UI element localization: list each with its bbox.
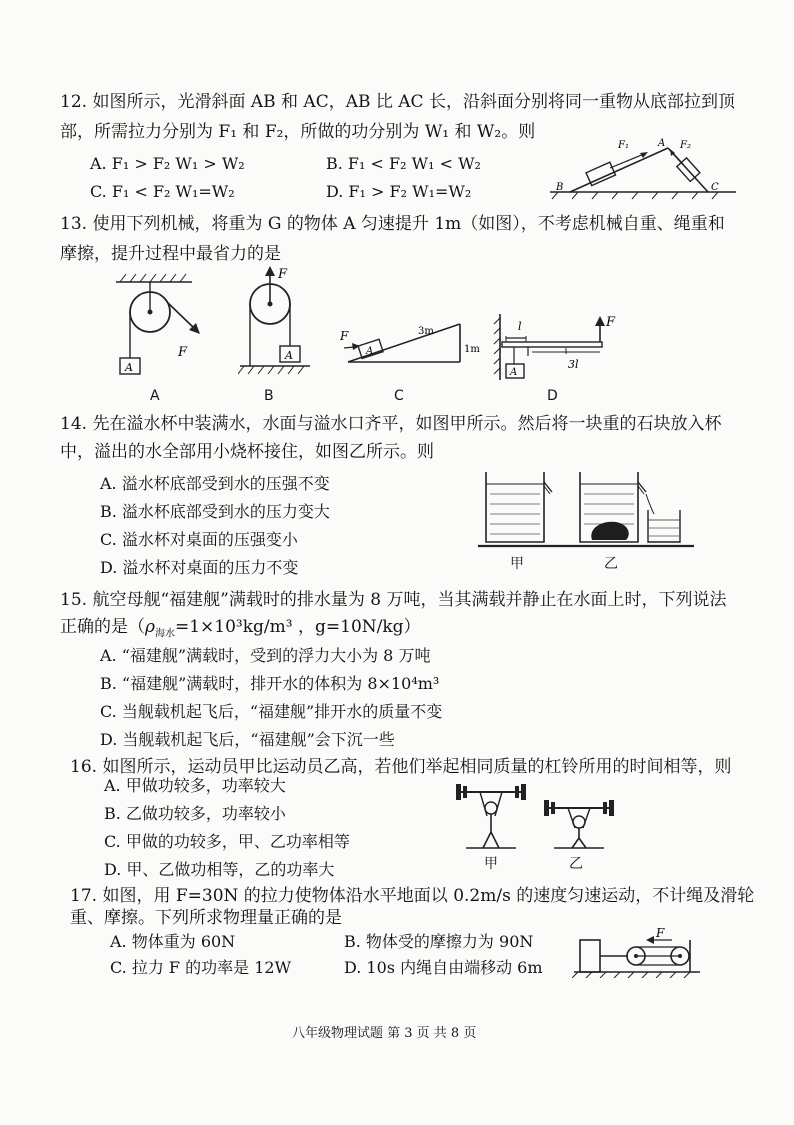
- q16-stem-line1: 16. 如图所示，运动员甲比运动员乙高，若他们举起相同质量的杠铃所用的时间相等，则: [70, 757, 732, 777]
- q15-stem-line2: [60, 617, 421, 644]
- q13-caption-a: A: [150, 388, 160, 404]
- q12-stem-line1: 12. 如图所示，光滑斜面 AB 和 AC，AB 比 AC 长，沿斜面分别将同一重物从底部拉到顶: [60, 92, 735, 112]
- q16-option-d: D. 甲、乙做功相等，乙的功率大: [104, 860, 335, 879]
- q12-label-a: A: [658, 138, 666, 149]
- q17-pulley-figure: [572, 928, 702, 978]
- q17-option-a: A. 物体重为 60N: [110, 932, 236, 951]
- q13c-length-label: 3m: [418, 326, 434, 337]
- q16-caption-yi: 乙: [569, 856, 583, 872]
- q15-option-b: B. “福建舰”满载时，排开水的体积为 8×10⁴m³: [100, 674, 440, 693]
- q17-option-d: D. 10s 内绳自由端移动 6m: [344, 958, 543, 977]
- q14-caption-jia: 甲: [510, 556, 524, 572]
- q12-option-c: C. F₁ < F₂ W₁=W₂: [90, 182, 235, 201]
- q15-rho-subscript: 海水: [155, 628, 175, 640]
- q15-option-d: D. 当舰载机起飞后，“福建舰”会下沉一些: [100, 730, 395, 749]
- q12-label-f2: F₂: [680, 140, 691, 151]
- q16-weightlifters-figure: [446, 778, 626, 854]
- q17-option-b: B. 物体受的摩擦力为 90N: [344, 932, 534, 951]
- q15-option-a: A. “福建舰”满载时，受到的浮力大小为 8 万吨: [100, 646, 431, 665]
- q13d-block-label: A: [510, 367, 518, 378]
- q14-option-d: D. 溢水杯对桌面的压力不变: [100, 558, 299, 577]
- q13-caption-c: C: [394, 388, 404, 404]
- q16-caption-jia: 甲: [484, 856, 498, 872]
- q13-caption-d: D: [547, 388, 558, 404]
- q14-option-a: A. 溢水杯底部受到水的压强不变: [100, 474, 330, 493]
- q13a-block-label: A: [125, 361, 133, 374]
- q13c-force-label: F: [340, 329, 349, 343]
- q14-option-c: C. 溢水杯对桌面的压强变小: [100, 530, 298, 549]
- q15-line2-prefix: 正确的是（: [60, 617, 145, 637]
- q17-stem-line2: 重、摩擦。下列所求物理量正确的是: [70, 908, 342, 928]
- q12-option-d: D. F₁ > F₂ W₁=W₂: [326, 182, 472, 201]
- q17-force-label: F: [656, 928, 665, 940]
- q14-overflow-cup-figure: [478, 466, 696, 550]
- q13d-3l-label: 3l: [568, 358, 579, 371]
- q12-incline-figure: [548, 134, 738, 204]
- q13-stem-line2: 摩擦，提升过程中最省力的是: [60, 244, 281, 264]
- q12-stem-line2: 部，所需拉力分别为 F₁ 和 F₂，所做的功分别为 W₁ 和 W₂。则: [60, 122, 536, 142]
- q13d-force-label: F: [606, 315, 616, 330]
- q15-stem-line1: 15. 航空母舰“福建舰”满载时的排水量为 8 万吨，当其满载并静止在水面上时，下列说法: [60, 590, 727, 610]
- q12-label-c: C: [711, 182, 719, 193]
- q13b-force-label: F: [278, 267, 288, 282]
- q13-figure-a-fixed-pulley: [112, 270, 212, 382]
- q16-option-b: B. 乙做功较多，功率较小: [104, 804, 286, 823]
- q14-stem-line2: 中，溢出的水全部用小烧杯接住，如图乙所示。则: [60, 442, 434, 462]
- q16-option-a: A. 甲做功较多，功率较大: [104, 776, 286, 795]
- q13-stem-line1: 13. 使用下列机械，将重为 G 的物体 A 匀速提升 1m（如图），不考虑机械自重、绳重和: [60, 214, 725, 234]
- q13b-block-label: A: [285, 349, 293, 362]
- q12-label-b: B: [556, 182, 564, 193]
- q13-caption-b: B: [264, 388, 274, 404]
- q12-option-b: B. F₁ < F₂ W₁ < W₂: [326, 154, 481, 173]
- q17-option-c: C. 拉力 F 的功率是 12W: [110, 958, 292, 977]
- q15-line2-suffix: =1×10³kg/m³ ，g=10N/kg）: [175, 617, 421, 637]
- q14-stem-line1: 14. 先在溢水杯中装满水，水面与溢水口齐平，如图甲所示。然后将一块重的石块放入杯: [60, 414, 722, 434]
- q13a-force-label: F: [178, 345, 188, 360]
- q13c-height-label: 1m: [464, 344, 480, 355]
- q12-option-a: A. F₁ > F₂ W₁ > W₂: [90, 154, 245, 173]
- page-footer: 八年级物理试题 第 3 页 共 8 页: [292, 1026, 477, 1041]
- q13-figure-b-movable-pulley: [238, 262, 318, 386]
- q15-rho-symbol: ρ: [145, 617, 155, 637]
- q13c-block-label: A: [366, 346, 374, 357]
- q13-figure-c-incline: [340, 318, 490, 368]
- q13d-l-label: l: [518, 320, 522, 333]
- q16-option-c: C. 甲做的功较多，甲、乙功率相等: [104, 832, 350, 851]
- q17-stem-line1: 17. 如图，用 F=30N 的拉力使物体沿水平地面以 0.2m/s 的速度匀速运动，不计绳及滑轮: [70, 886, 755, 906]
- q15-option-c: C. 当舰载机起飞后，“福建舰”排开水的质量不变: [100, 702, 443, 721]
- q14-caption-yi: 乙: [604, 556, 618, 572]
- q12-label-f1: F₁: [618, 140, 629, 151]
- q13-figure-d-lever: [492, 308, 622, 386]
- q14-option-b: B. 溢水杯底部受到水的压力变大: [100, 502, 330, 521]
